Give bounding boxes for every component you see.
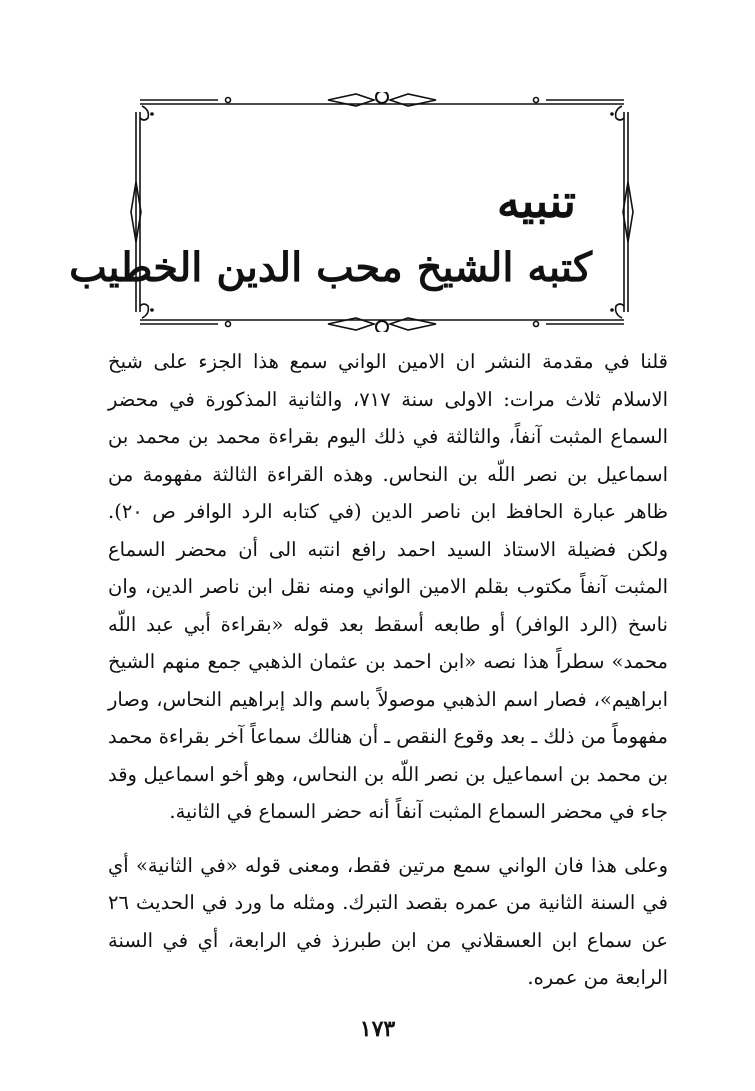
page-number: ١٧٣ xyxy=(359,1016,396,1042)
paragraph-2: وعلى هذا فان الواني سمع مرتين فقط، ومعنى قوله «في الثانية» أي في السنة الثانية من عمره بقصد التبرك. ومثله ما ورد في الحديث ٢٦ عن سماع ابن العسقلاني من ابن طبرزذ في الرابعة، أي في السنة الرابعة من عمره. xyxy=(108,853,668,989)
body-text xyxy=(108,343,668,997)
heading-title: تنبيه xyxy=(496,174,576,228)
ornamental-title-frame xyxy=(69,92,636,332)
paragraph-1: قلنا في مقدمة النشر ان الامين الواني سمع هذا الجزء على شيخ الاسلام ثلاث مرات: الاولى سنة ٧١٧، والثانية المذكورة في محضر السماع المثبت آنفاً، والثالثة في ذلك اليوم بقراءة محمد بن محمد بن اسماعيل بن نصر اللّه بن النحاس. وهذه القراءة الثالثة مفهومة من ظاهر عبارة الحافظ ابن ناصر الدين (في كتابه الرد الوافر ص ٢٠). ولكن فضيلة الاستاذ السيد احمد رافع انتبه الى أن محضر السماع المثبت آنفاً مكتوب بقلم الامين الواني ومنه نقل ابن ناصر الدين، وان ناسخ (الرد الوافر) أو طابعه أسقط بعد قوله «بقراءة أبي عبد اللّه محمد» سطراً هذا نصه «ابن احمد بن عثمان الذهبي جمع منهم الشيخ ابراهيم»، فصار اسم الذهبي موصولاً باسم والد إبراهيم النحاس، وصار مفهوماً من ذلك ـ بعد وقوع النقص ـ أن هنالك سماعاً آخر بقراءة محمد بن محمد بن اسماعيل بن نصر اللّه بن النحاس، وهو أخو اسماعيل وقد جاء في محضر السماع المثبت آنفاً أنه حضر السماع في الثانية. xyxy=(108,350,668,823)
heading-subtitle: كتبه الشيخ محب الدين الخطيب xyxy=(69,244,592,291)
